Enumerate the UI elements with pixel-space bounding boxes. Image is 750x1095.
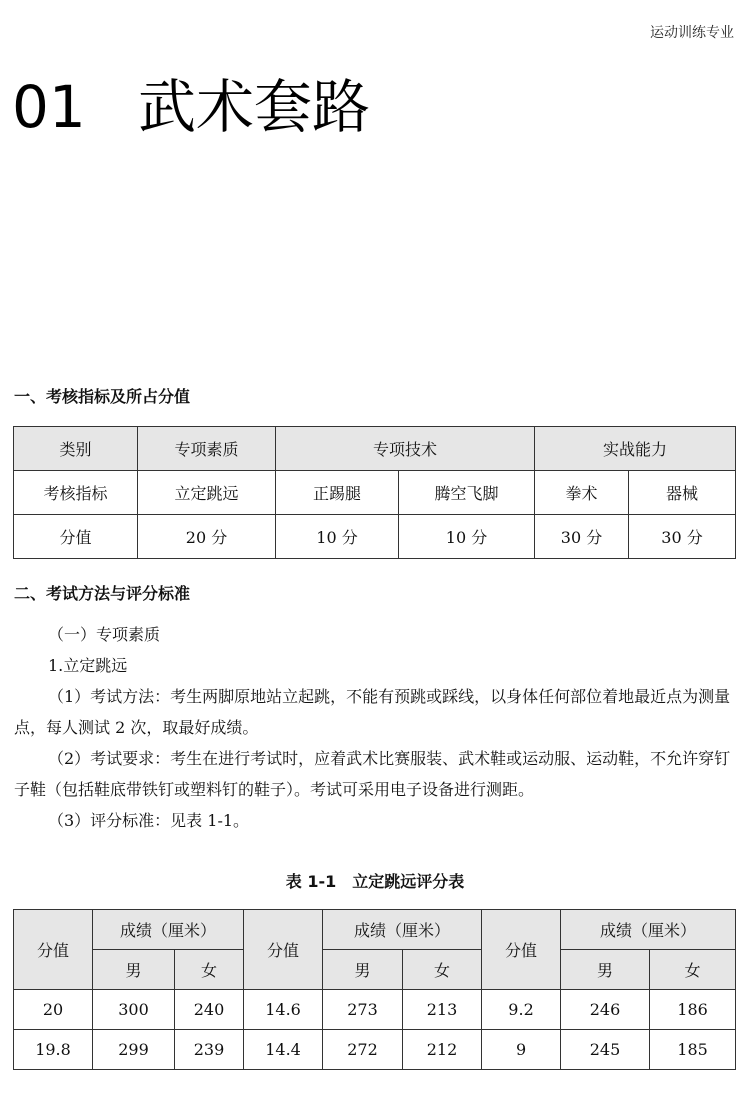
table-cell: 9 xyxy=(482,1030,561,1070)
table-header-cell: 成绩（厘米） xyxy=(323,910,482,950)
table-cell: 考核指标 xyxy=(14,471,138,515)
table-cell: 239 xyxy=(175,1030,244,1070)
table-cell: 类别 xyxy=(14,427,138,471)
chapter-title xyxy=(12,60,370,144)
table-header-cell: 分值 xyxy=(14,910,93,990)
table-cell: 30 分 xyxy=(535,515,629,559)
table-row xyxy=(14,990,736,1030)
table-cell: 10 分 xyxy=(399,515,535,559)
table-cell: 实战能力 xyxy=(535,427,736,471)
table-cell: 20 分 xyxy=(138,515,276,559)
table-cell: 246 xyxy=(561,990,650,1030)
paragraph-requirement: （2）考试要求：考生在进行考试时，应着武术比赛服装、武术鞋或运动服、运动鞋，不允许穿钉子鞋（包括鞋底带铁钉或塑料钉的鞋子）。考试可采用电子设备进行测距。 xyxy=(14,749,731,799)
table-cell: 240 xyxy=(175,990,244,1030)
table-cell: 245 xyxy=(561,1030,650,1070)
body-text xyxy=(14,619,736,836)
table-row xyxy=(14,471,736,515)
table-row xyxy=(14,1030,736,1070)
table-cell: 185 xyxy=(650,1030,736,1070)
long-jump-score-table xyxy=(13,909,736,1070)
table-cell: 300 xyxy=(93,990,175,1030)
table-header-row xyxy=(14,910,736,950)
assessment-table xyxy=(13,426,736,559)
table-header-cell: 男 xyxy=(561,950,650,990)
table-cell: 14.4 xyxy=(244,1030,323,1070)
table-header-cell: 男 xyxy=(93,950,175,990)
table-header-cell: 分值 xyxy=(244,910,323,990)
item-heading: 1.立定跳远 xyxy=(48,656,128,675)
table-header-cell: 男 xyxy=(323,950,403,990)
table-cell: 10 分 xyxy=(276,515,399,559)
chapter-number: 01 xyxy=(12,73,86,141)
chapter-name: 武术套路 xyxy=(138,73,371,141)
table-cell: 186 xyxy=(650,990,736,1030)
table-header-row xyxy=(14,950,736,990)
table-cell: 正踢腿 xyxy=(276,471,399,515)
table-cell: 专项技术 xyxy=(276,427,535,471)
table-cell: 9.2 xyxy=(482,990,561,1030)
table-header-cell: 成绩（厘米） xyxy=(561,910,736,950)
table-cell: 213 xyxy=(403,990,482,1030)
paragraph-standard: （3）评分标准：见表 1-1。 xyxy=(48,811,250,830)
section-heading-1: 一、考核指标及所占分值 xyxy=(14,387,191,406)
table-header-cell: 成绩（厘米） xyxy=(93,910,244,950)
table-caption: 表 1-1 立定跳远评分表 xyxy=(285,872,465,891)
table-header-cell: 分值 xyxy=(482,910,561,990)
paragraph-method: （1）考试方法：考生两脚原地站立起跳，不能有预跳或踩线，以身体任何部位着地最近点为测量点，每人测试 2 次，取最好成绩。 xyxy=(14,687,731,737)
table-row xyxy=(14,515,736,559)
table-row xyxy=(14,427,736,471)
table-cell: 14.6 xyxy=(244,990,323,1030)
table-header-cell: 女 xyxy=(403,950,482,990)
table-cell: 273 xyxy=(323,990,403,1030)
table-cell: 30 分 xyxy=(629,515,736,559)
section-heading-2: 二、考试方法与评分标准 xyxy=(14,584,191,603)
table-cell: 器械 xyxy=(629,471,736,515)
table-header-cell: 女 xyxy=(175,950,244,990)
table-cell: 分值 xyxy=(14,515,138,559)
subsection-heading: （一）专项素质 xyxy=(48,625,161,644)
table-cell: 腾空飞脚 xyxy=(399,471,535,515)
table-cell: 拳术 xyxy=(535,471,629,515)
table-header-cell: 女 xyxy=(650,950,736,990)
table-cell: 专项素质 xyxy=(138,427,276,471)
table-cell: 272 xyxy=(323,1030,403,1070)
table-cell: 212 xyxy=(403,1030,482,1070)
running-header: 运动训练专业 xyxy=(650,25,734,41)
table-cell: 立定跳远 xyxy=(138,471,276,515)
table-cell: 299 xyxy=(93,1030,175,1070)
table-cell: 19.8 xyxy=(14,1030,93,1070)
table-cell: 20 xyxy=(14,990,93,1030)
